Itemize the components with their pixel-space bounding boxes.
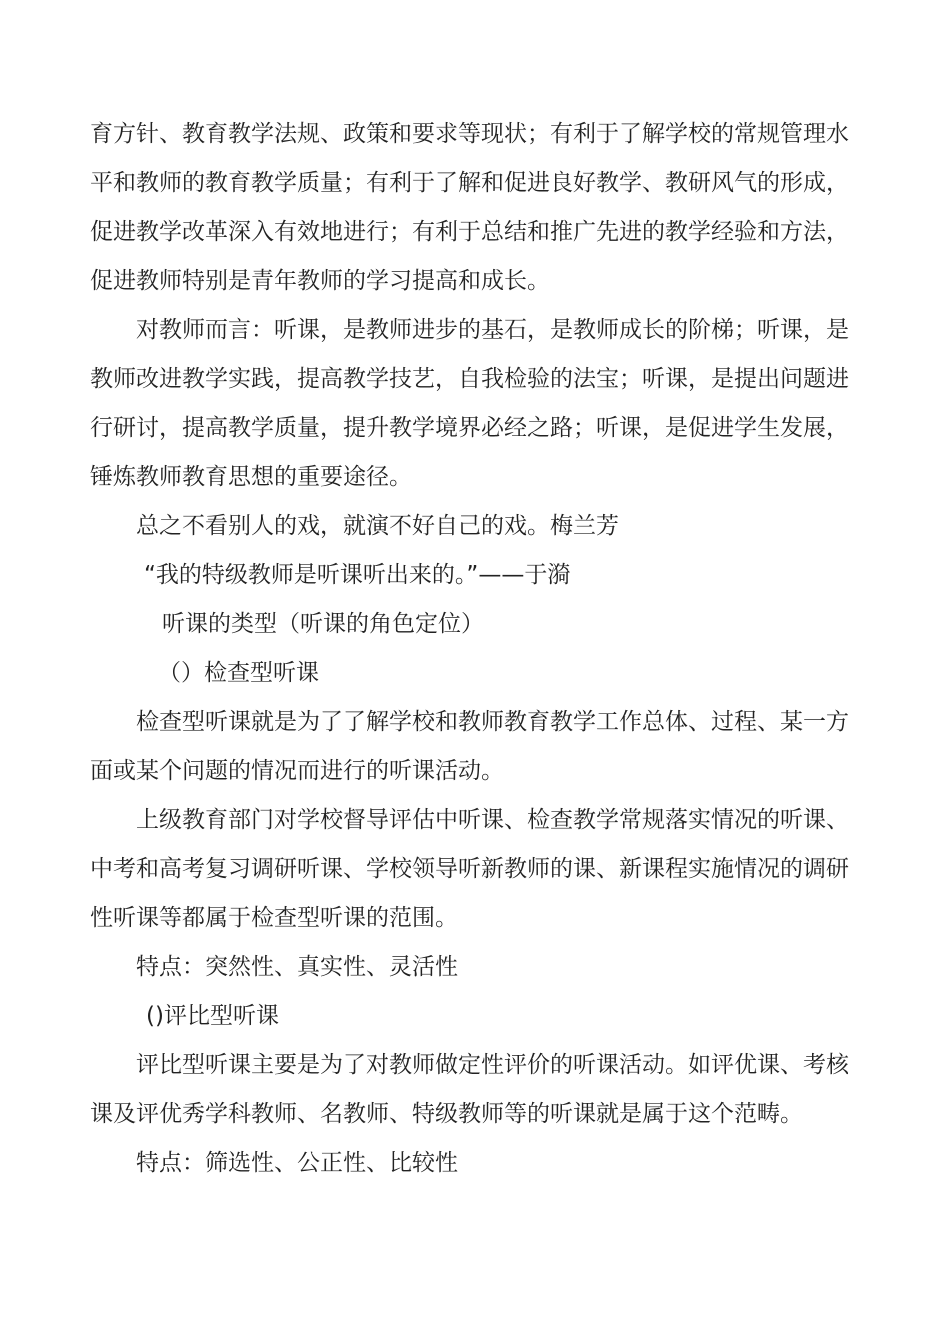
inspection-features: 特点：突然性、真实性、灵活性 — [136, 954, 458, 980]
heading-evaluation-type: ()评比型听课 — [146, 1003, 279, 1029]
heading-lesson-types: 听课的类型（听课的角色定位） — [162, 611, 484, 637]
paragraph-evaluation-definition: 评比型听课主要是为了对教师做定性评价的听课活动。如评优课、考核课及评优秀学科教师、名教师、特级教师等的听课就是属于这个范畴。 — [90, 1052, 849, 1127]
evaluation-features: 特点：筛选性、公正性、比较性 — [136, 1150, 458, 1176]
quote-yu-yi: “我的特级教师是听课听出来的。”——于漪 — [144, 562, 571, 588]
document-body — [90, 110, 865, 1188]
paragraph-inspection-definition: 检查型听课就是为了了解学校和教师教育教学工作总体、过程、某一方面或某个问题的情况而进行的听课活动。 — [90, 709, 849, 784]
paragraph-purpose-continued: 育方针、教育教学法规、政策和要求等现状；有利于了解学校的常规管理水平和教师的教育教学质量；有利于了解和促进良好教学、教研风气的形成，促进教学改革深入有效地进行；有利于总结和推广先进的教学经验和方法，促进教师特别是青年教师的学习提高和成长。 — [90, 121, 849, 294]
quote-mei-lanfang: 总之不看别人的戏，就演不好自己的戏。梅兰芳 — [136, 513, 619, 539]
paragraph-inspection-scope: 上级教育部门对学校督导评估中听课、检查教学常规落实情况的听课、中考和高考复习调研听课、学校领导听新教师的课、新课程实施情况的调研性听课等都属于检查型听课的范围。 — [90, 807, 849, 931]
paragraph-for-teachers: 对教师而言：听课，是教师进步的基石，是教师成长的阶梯；听课，是教师改进教学实践，提高教学技艺，自我检验的法宝；听课，是提出问题进行研讨，提高教学质量，提升教学境界必经之路；听课，是促进学生发展，锤炼教师教育思想的重要途径。 — [90, 317, 849, 490]
heading-inspection-type: （）检查型听课 — [158, 660, 319, 686]
